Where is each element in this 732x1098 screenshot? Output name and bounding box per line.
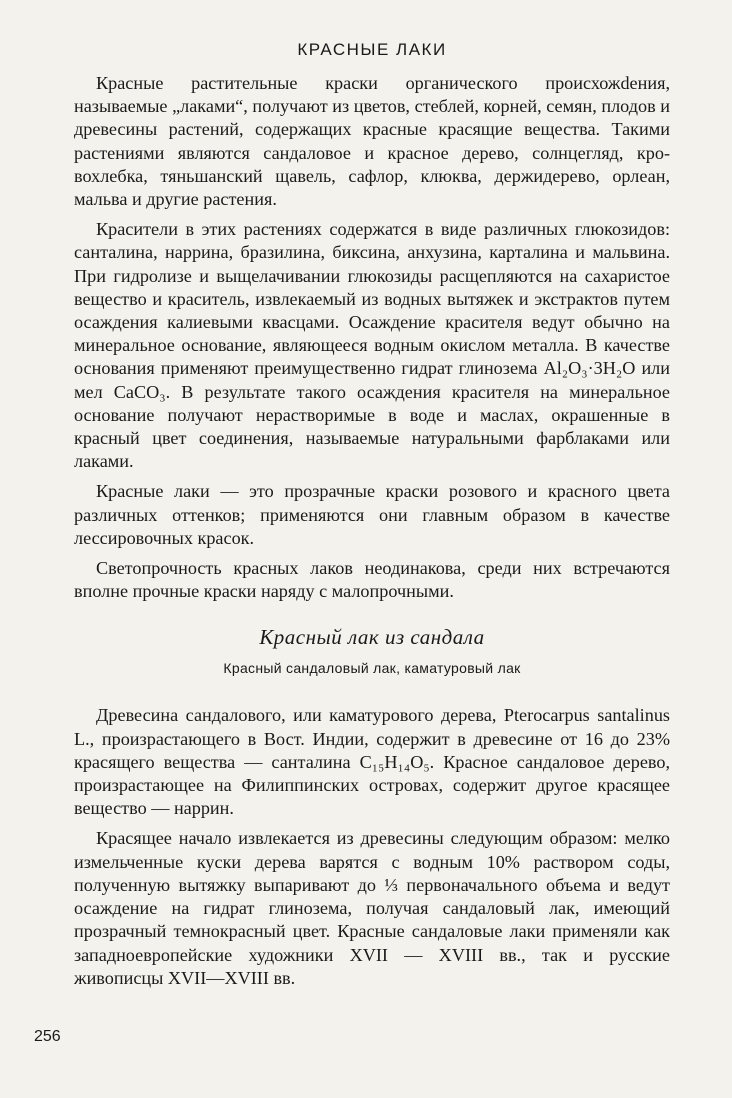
paragraph-intro-4: Светопрочность красных лаков неодинакова, среди них встречаются вполне прочные краски наряду с малопрочными. [74, 558, 670, 602]
paragraph-section-1: Древесина сандалового, или каматурового дерева, Pterocarpus santalinus L., произрастающего в Вост. Индии, содержит в древесине от 16 до 23% красящего вещества — санталина C₁₅H₁₄O₅. Красное сандаловое дерево, произрастающее на Филиппинских островах, содержит другое красящее вещество — наррин. [74, 705, 670, 819]
paragraph-intro-3: Красные лаки — это прозрачные краски розового и красного цвета различных оттенков; применяются они главным образом в качестве лессировочных красок. [74, 481, 670, 548]
paragraph-intro-1: Красные растительные краски органического происхожdения, называемые „лаками“, получают из цветов, стеблей, корней, семян, плодов и древесины растений, содержащих красные красящие вещества. Такими растениями являются сандаловое и красное дерево, солнцегляд, кровохлебка, тяньшанский щавель, сафлор, клюква, держидерево, орлеан, мальва и другие растения. [74, 73, 670, 210]
section-title: Красный лак из сандала [259, 625, 485, 650]
page-number: 256 [34, 1028, 61, 1045]
book-page [74, 40, 670, 997]
running-head: КРАСНЫЕ ЛАКИ [297, 40, 447, 59]
paragraph-section-2: Красящее начало извлекается из древесины следующим образом: мелко измельченные куски дерева варятся с водным 10% раствором соды, полученную вытяжку выпаривают до ⅓ первоначального объема и ведут осаждение на гидрат глинозема, получая сандаловый лак, имеющий прозрачный темнокрасный цвет. Красные сандаловые лаки применяли как западноевропейские художники XVII — XVIII вв., так и русские живописцы XVII—XVIII вв. [74, 828, 670, 988]
paragraph-intro-2: Красители в этих растениях содержатся в виде различных глюкозидов: санталина, наррина, бразилина, биксина, анхузина, карталина и мальвина. При гидролизе и выщелачивании глюкозиды расщепляются на сахаристое вещество и краситель, извлекаемый из водных вытяжек и экстрактов путем осаждения калиевыми квасцами. Осаждение красителя ведут обычно на минеральное основание, являющееся водным окислом металла. В качестве основания применяют преимущественно гидрат глинозема Al₂O₃·3H₂O или мел CaCO₃. В результате такого осаждения красителя на минеральное основание получают нерастворимые в воде и маслах, окрашенные в красный цвет соединения, называемые натуральными фарблаками или лаками. [74, 219, 670, 472]
section-subtitle: Красный сандаловый лак, каматуровый лак [223, 660, 521, 677]
